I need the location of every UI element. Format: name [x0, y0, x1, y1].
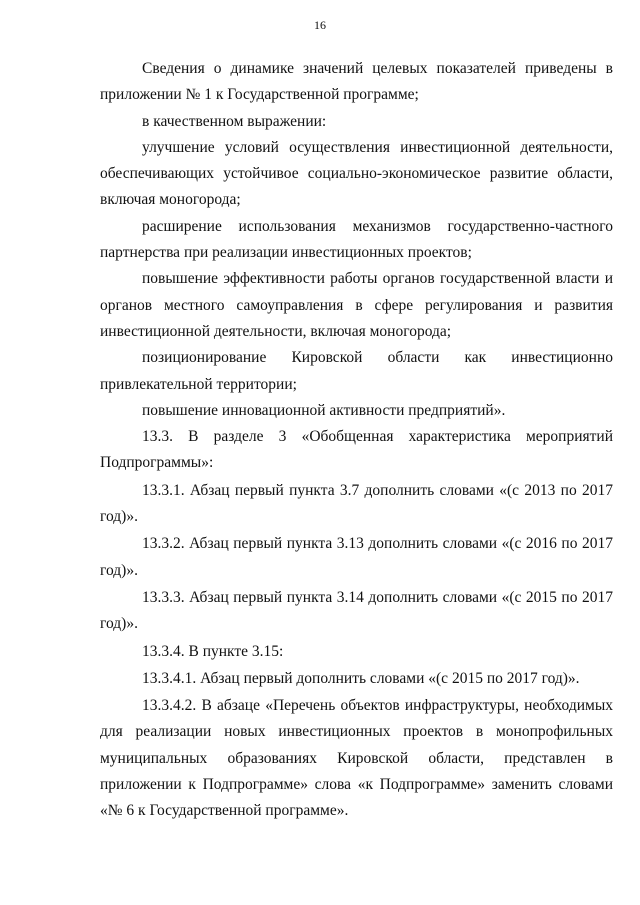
paragraph-13-3-1: 13.3.1. Абзац первый пункта 3.7 дополнить словами «(с 2013 по 2017 год)».: [100, 481, 613, 526]
paragraph-innovation-activity: повышение инновационной активности предприятий».: [142, 401, 506, 419]
paragraph-public-private-partnership: расширение использования механизмов государственно-частного партнерства при реализации инвестиционных проектов;: [100, 217, 613, 262]
paragraph-13-3-4-1: 13.3.4.1. Абзац первый дополнить словами «(с 2015 по 2017 год)».: [142, 669, 580, 687]
paragraph-indicators-info: Сведения о динамике значений целевых показателей приведены в приложении № 1 к Государственной программе;: [100, 60, 613, 104]
paragraph-government-efficiency: повышение эффективности работы органов государственной власти и органов местного самоуправления в сфере регулирования и развития инвестиционной деятельности, включая моногорода;: [100, 270, 613, 340]
paragraph-region-positioning: позиционирование Кировской области как инвестиционно привлекательной территории;: [100, 349, 613, 393]
paragraph-qualitative-intro: в качественном выражении:: [142, 112, 327, 130]
paragraph-13-3-4-2: 13.3.4.2. В абзаце «Перечень объектов инфраструктуры, необходимых для реализации новых инвестиционных проектов в монопрофильных муниципальных образованиях Кировской области, представлен в приложении к Подпрограмме» слова «к Подпрограмме» заменить словами «№ 6 к Государственной программе».: [100, 697, 613, 820]
paragraph-13-3-3: 13.3.3. Абзац первый пункта 3.14 дополнить словами «(с 2015 по 2017 год)».: [100, 588, 613, 633]
paragraph-section-13-3: 13.3. В разделе 3 «Обобщенная характеристика мероприятий Подпрограммы»:: [100, 428, 613, 472]
paragraph-13-3-2: 13.3.2. Абзац первый пункта 3.13 дополнить словами «(с 2016 по 2017 год)».: [100, 535, 613, 579]
paragraph-investment-conditions: улучшение условий осуществления инвестиционной деятельности, обеспечивающих устойчивое социально-экономическое развитие области, включая моногорода;: [100, 138, 613, 209]
document-body: [100, 56, 613, 825]
page-number: 16: [314, 18, 326, 32]
paragraph-13-3-4: 13.3.4. В пункте 3.15:: [142, 642, 284, 660]
